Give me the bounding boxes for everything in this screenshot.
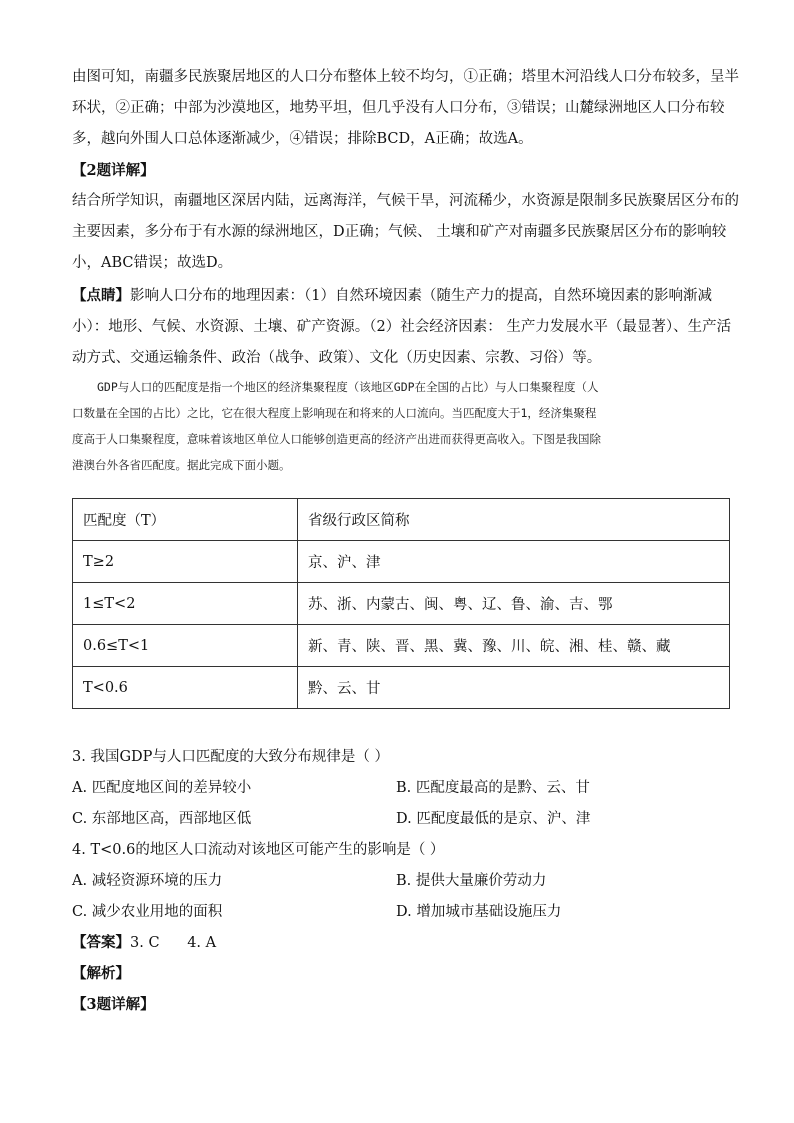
question-3-option-a[interactable]: A. 匹配度地区间的差异较小	[72, 780, 252, 796]
question-3-option-b[interactable]: B. 匹配度最高的是黔、云、甘	[396, 780, 590, 796]
text-line: 多，越向外围人口总体逐渐减少，④错误；排除BCD，A正确；故选A。	[72, 131, 533, 147]
text-line: 结合所学知识，南疆地区深居内陆，远离海洋，气候干旱，河流稀少，水资源是限制多民族聚居区分布的	[72, 193, 739, 209]
table-header-cell: 省级行政区简称	[298, 499, 730, 541]
tips-label: 【点睛】	[72, 287, 130, 304]
table-row	[73, 541, 730, 583]
text-line: 主要因素，多分布于有水源的绿洲地区，D正确；气候、 土壤和矿产对南疆多民族聚居区分布的影响较	[72, 224, 727, 240]
text-line: GDP与人口的匹配度是指一个地区的经济集聚程度（该地区GDP在全国的占比）与人口集聚程度（人	[97, 380, 599, 394]
section-heading-q2: 【2题详解】	[72, 162, 155, 179]
table-row	[73, 625, 730, 667]
table-cell: T≥2	[73, 541, 298, 583]
paragraph-explanation-1	[72, 62, 739, 155]
table-cell: 黔、云、甘	[298, 667, 730, 709]
question-4-option-a[interactable]: A. 减轻资源环境的压力	[72, 873, 223, 889]
text-line: 环状，②正确；中部为沙漠地区，地势平坦，但几乎没有人口分布，③错误；山麓绿洲地区人口分布较	[72, 100, 725, 116]
question-4-option-b[interactable]: B. 提供大量廉价劳动力	[396, 873, 547, 889]
answer-line	[72, 933, 216, 953]
question-4-stem: 4. T<0.6的地区人口流动对该地区可能产生的影响是（ ）	[72, 842, 445, 858]
text-line: 港澳台外各省匹配度。据此完成下面小题。	[72, 458, 291, 472]
table-cell: 苏、浙、内蒙古、闽、粤、辽、鲁、渝、吉、鄂	[298, 583, 730, 625]
section-heading-q3: 【3题详解】	[72, 996, 155, 1013]
question-3-option-d[interactable]: D. 匹配度最低的是京、沪、津	[396, 811, 591, 827]
question-3-option-c[interactable]: C. 东部地区高，西部地区低	[72, 811, 252, 827]
question-4-option-d[interactable]: D. 增加城市基础设施压力	[396, 904, 562, 920]
text-line: 口数量在全国的占比）之比，它在很大程度上影响现在和将来的人口流向。当匹配度大于1，经济集聚程	[72, 406, 597, 420]
table-header-cell: 匹配度（T）	[73, 499, 298, 541]
table-cell: 京、沪、津	[298, 541, 730, 583]
table-cell: 0.6≤T<1	[73, 625, 298, 667]
table-header-row	[73, 499, 730, 541]
answer-text: 3. C 4. A	[130, 935, 217, 951]
text-line: 小）：地形、气候、水资源、土壤、矿产资源。（2）社会经济因素： 生产力发展水平（最显著）、生产活	[72, 319, 732, 335]
paragraph-explanation-2	[72, 186, 739, 279]
table-cell: T<0.6	[73, 667, 298, 709]
paragraph-question-intro	[72, 374, 732, 478]
paragraph-tips	[72, 280, 732, 374]
table-row	[73, 583, 730, 625]
table-row	[73, 667, 730, 709]
question-4-option-c[interactable]: C. 减少农业用地的面积	[72, 904, 223, 920]
analysis-label: 【解析】	[72, 965, 130, 982]
text-line: 动方式、交通运输条件、政治（战争、政策）、文化（历史因素、宗教、习俗）等。	[72, 350, 602, 366]
table-cell: 1≤T<2	[73, 583, 298, 625]
text-line	[72, 280, 732, 312]
table-cell: 新、青、陕、晋、黑、冀、豫、川、皖、湘、桂、赣、藏	[298, 625, 730, 667]
question-3-stem: 3. 我国GDP与人口匹配度的大致分布规律是（ ）	[72, 749, 390, 765]
text-line: 由图可知，南疆多民族聚居地区的人口分布整体上较不均匀，①正确；塔里木河沿线人口分布较多，呈半	[72, 69, 739, 85]
tips-text: 影响人口分布的地理因素：（1）自然环境因素（随生产力的提高，自然环境因素的影响渐减	[130, 288, 712, 304]
text-line: 度高于人口集聚程度，意味着该地区单位人口能够创造更高的经济产出进而获得更高收入。下图是我国除	[72, 432, 601, 446]
text-line: 小，ABC错误；故选D。	[72, 255, 233, 271]
answer-label: 【答案】	[72, 934, 130, 951]
matching-degree-table	[72, 498, 730, 709]
